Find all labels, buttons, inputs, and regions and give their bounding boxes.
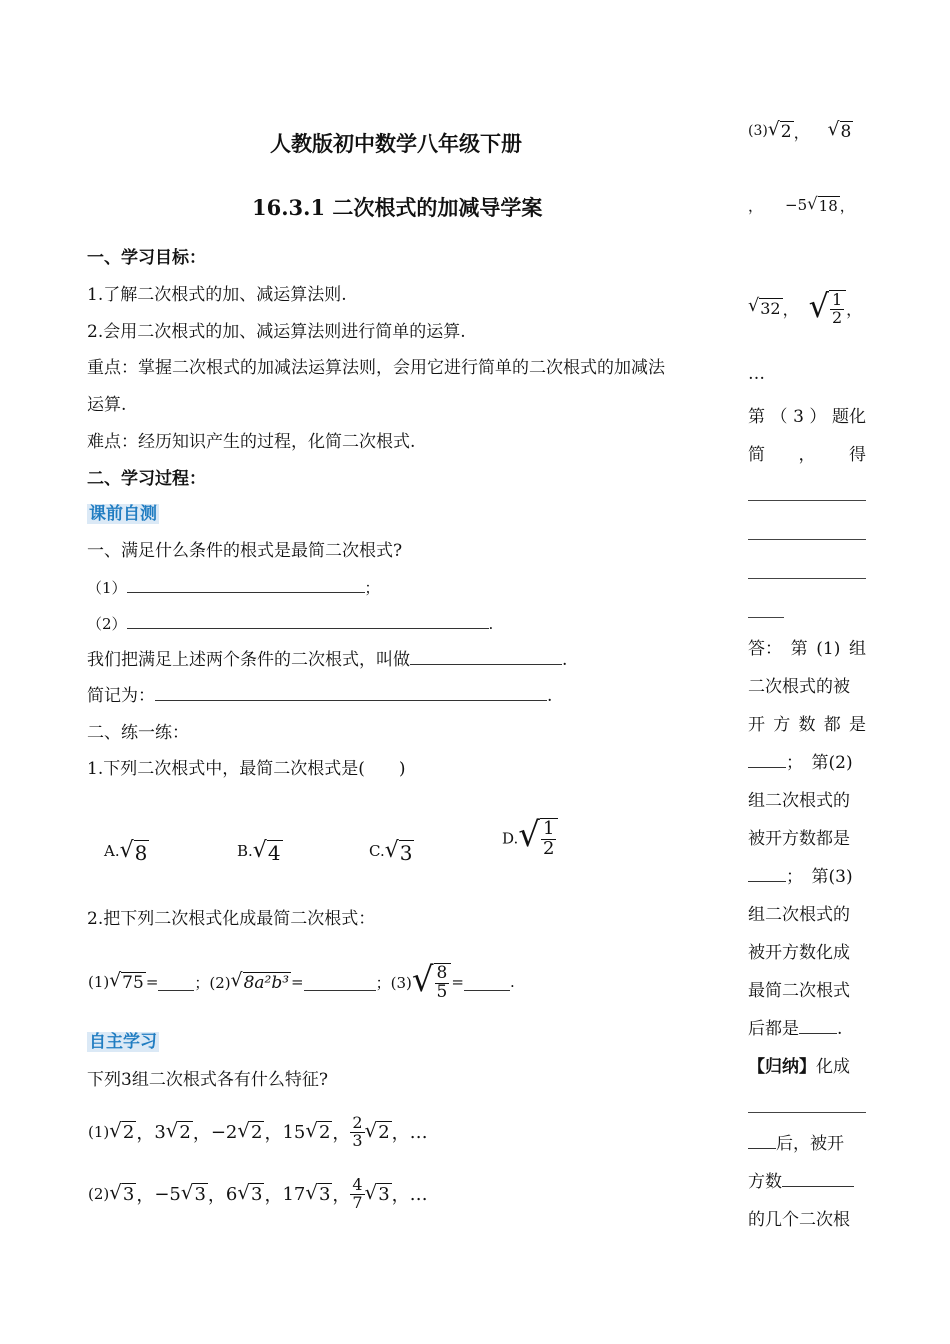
difficulty: 难点：经历知识产生的过程，化简二次根式. — [87, 432, 416, 452]
option-a[interactable]: A. √ 8 — [104, 838, 148, 865]
called-line: 我们把满足上述两个条件的二次根式，叫做 . — [87, 650, 568, 670]
option-c[interactable]: C. √ 3 — [369, 838, 413, 865]
blank-summary-3[interactable] — [782, 1170, 854, 1187]
lesson-title: 16.3.1 二次根式的加减导学案 — [252, 195, 543, 220]
doc-title: 人教版初中数学八年级下册 — [270, 131, 522, 156]
sidebar-notes — [748, 398, 866, 1239]
blank-side-1[interactable] — [748, 474, 866, 501]
key-point-cont: 运算. — [87, 395, 127, 415]
summary-line-4: 的几个二次根 — [748, 1210, 850, 1230]
group-1: (1) √ 2 ， 3 √ 2 ， −2 √ 2 ， 15 √ 2 ， $\frac{2}{3}$ √ 2 ， … — [88, 1112, 428, 1150]
summary-line-3: 方数 — [748, 1163, 866, 1201]
key-point: 重点：掌握二次根式的加减法运算法则，会用它进行简单的二次根式的加减法 — [87, 358, 665, 378]
answer-line-3: 开 方 数 都 是 — [748, 715, 866, 735]
blank-summary-1[interactable] — [748, 1086, 866, 1113]
blank-side-3[interactable] — [748, 552, 866, 579]
answer-line-11: 后都是 . — [748, 1019, 843, 1039]
answer-line-4: ； 第(2) — [748, 744, 866, 782]
blank-side-2[interactable] — [748, 513, 866, 540]
simplify-prompt-2: 简 ， 得 — [748, 445, 866, 465]
blank-answer-1[interactable] — [748, 751, 786, 768]
blank-answer-3[interactable] — [799, 1017, 837, 1034]
groups-question: 下列3组二次根式各有什么特征? — [87, 1070, 328, 1090]
answer-line-9: 被开方数化成 — [748, 943, 850, 963]
objective-1: 1.了解二次根式的加、减运算法则. — [87, 285, 347, 305]
blank-simplify-2[interactable] — [304, 974, 376, 991]
question-1: 一、满足什么条件的根式是最简二次根式? — [87, 541, 403, 561]
practice-question-2: 2.把下列二次根式化成最简二次根式： — [87, 909, 376, 929]
answer-line-2: 二次根式的被 — [748, 677, 850, 697]
answer-line-5: 组二次根式的 — [748, 791, 850, 811]
blank-condition-2[interactable] — [127, 612, 489, 629]
summary-line-2: 后，被开 — [748, 1125, 866, 1163]
process-heading: 二、学习过程： — [87, 469, 206, 489]
condition-2: （2） . — [87, 612, 493, 636]
blank-simplify-1[interactable] — [158, 974, 194, 991]
blank-abbr[interactable] — [155, 684, 547, 701]
practice-heading: 二、练一练： — [87, 723, 189, 743]
answer-line-7: ； 第(3) — [748, 858, 866, 896]
objectives-heading: 一、学习目标： — [87, 248, 206, 268]
blank-condition-1[interactable] — [127, 576, 365, 593]
option-d[interactable]: D. √ $\frac{1}{2}$ — [502, 818, 558, 859]
blank-simplify-3[interactable] — [464, 974, 510, 991]
group-3-line-1: (3) √ 2 ， √ 8 — [748, 118, 852, 142]
blank-side-4[interactable] — [748, 591, 784, 618]
group-2: (2) √ 3 ， −5 √ 3 ， 6 √ 3 ， 17 √ 3 ， $\frac{4}{7}$ √ 3 ， … — [88, 1174, 428, 1212]
option-b[interactable]: B. √ 4 — [237, 838, 281, 865]
condition-1: （1） ； — [87, 576, 380, 600]
objective-2: 2.会用二次根式的加、减运算法则进行简单的运算. — [87, 322, 466, 342]
practice-question-1: 1.下列二次根式中，最简二次根式是( ) — [87, 759, 406, 779]
summary-line-1: 【归纳】化成 — [748, 1057, 850, 1077]
abbr-line: 简记为： . — [87, 686, 553, 706]
simplify-row: (1) √ 75 = ；(2) √ 8a²b³ = ；(3) √ $\frac{8}{5}$ = . — [88, 959, 515, 1002]
group-3-ellipsis: … — [748, 364, 765, 384]
group-3-line-2: ， −5 √ 18 ， — [748, 193, 855, 215]
answer-line-8: 组二次根式的 — [748, 905, 850, 925]
group-3-line-3: √ 32 ， √ $\frac{1}{2}$ ， — [748, 286, 863, 327]
answer-line-6: 被开方数都是 — [748, 829, 850, 849]
blank-called[interactable] — [410, 648, 562, 665]
answer-line-1: 答： 第 (1) 组 — [748, 639, 866, 659]
blank-answer-2[interactable] — [748, 865, 786, 882]
pre-test-label: 课前自测 — [89, 504, 157, 524]
answer-line-10: 最简二次根式 — [748, 981, 850, 1001]
self-study-label: 自主学习 — [89, 1032, 157, 1052]
blank-summary-2[interactable] — [748, 1132, 776, 1149]
simplify-prompt-1: 第 （ 3 ） 题化 — [748, 407, 866, 427]
